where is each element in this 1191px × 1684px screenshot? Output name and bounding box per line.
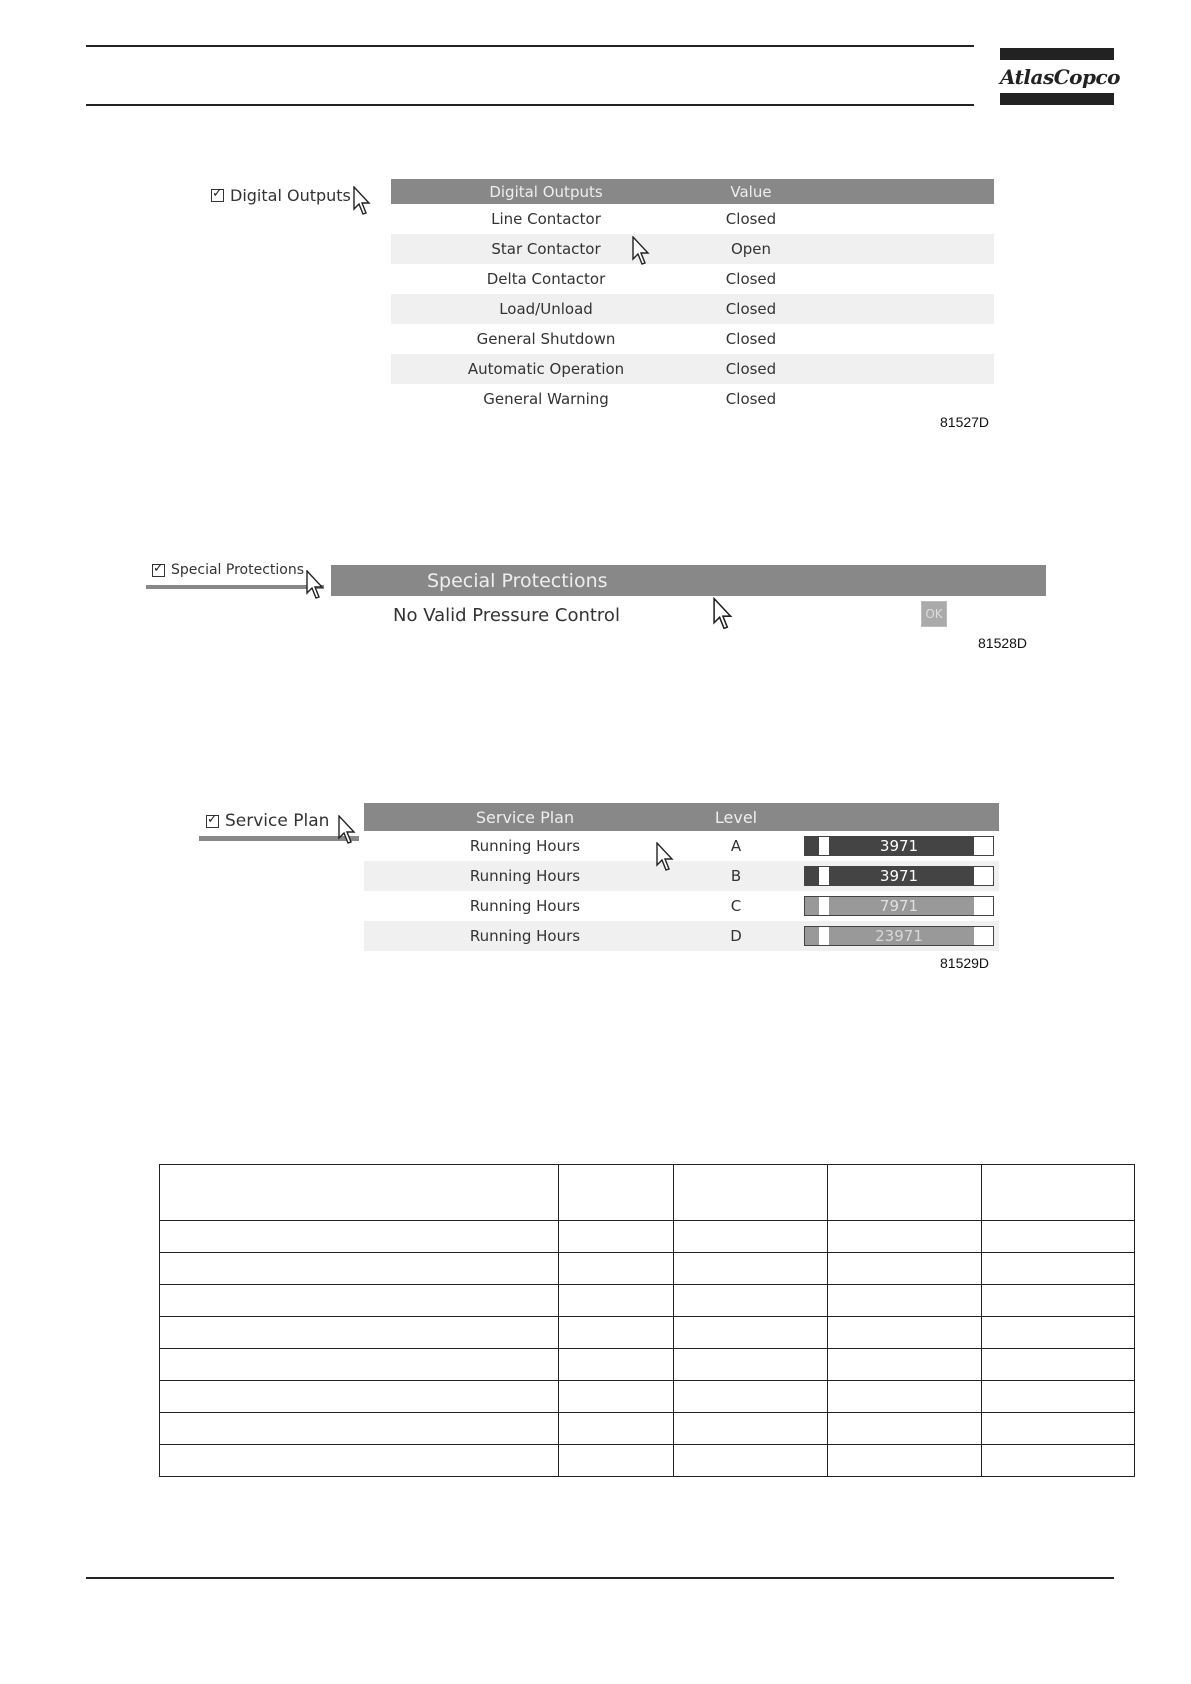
header-top-rule — [86, 45, 974, 47]
digital-outputs-header — [391, 179, 994, 204]
selection-underline — [199, 836, 359, 841]
service-plan-checkbox-label: Service Plan — [225, 811, 330, 831]
service-hours: 3971 — [879, 867, 919, 885]
service-level: D — [730, 927, 742, 945]
service-progress-bar — [804, 926, 994, 946]
column-header-level: Level — [714, 807, 758, 827]
service-progress-bar — [804, 836, 994, 856]
service-name: Running Hours — [469, 867, 581, 885]
table-row — [391, 384, 994, 414]
table-row — [391, 234, 994, 264]
table-row — [160, 1285, 1135, 1317]
service-name: Running Hours — [469, 927, 581, 945]
service-level: C — [730, 897, 742, 915]
output-name: Automatic Operation — [467, 360, 625, 378]
output-value: Open — [730, 240, 772, 258]
table-row — [364, 891, 999, 921]
output-name: Star Contactor — [491, 240, 601, 258]
special-protections-checkbox-label: Special Protections — [171, 562, 305, 578]
atlas-copco-logo: AtlasCopco — [1000, 48, 1114, 106]
output-value: Closed — [725, 210, 777, 228]
service-progress-bar — [804, 896, 994, 916]
service-plan-header — [364, 803, 999, 831]
checkbox-checked-icon[interactable] — [211, 189, 224, 202]
table-row — [160, 1221, 1135, 1253]
output-name: Delta Contactor — [486, 270, 606, 288]
table-row — [160, 1445, 1135, 1477]
digital-outputs-panel — [391, 179, 994, 414]
protection-text: No Valid Pressure Control — [393, 604, 620, 626]
table-row — [391, 324, 994, 354]
footer-rule — [86, 1577, 1114, 1579]
service-progress-bar — [804, 866, 994, 886]
output-name: General Warning — [483, 390, 609, 408]
table-row — [160, 1413, 1135, 1445]
column-header-digital-outputs: Digital Outputs — [489, 182, 603, 201]
table-row — [160, 1349, 1135, 1381]
table-row — [160, 1165, 1135, 1221]
table-row — [364, 921, 999, 951]
protection-row — [331, 596, 1046, 634]
column-header-service-plan: Service Plan — [475, 807, 575, 827]
output-value: Closed — [725, 300, 777, 318]
service-name: Running Hours — [469, 897, 581, 915]
figure-id: 81527D — [940, 414, 990, 430]
digital-outputs-checkbox[interactable] — [211, 186, 351, 205]
special-protections-checkbox[interactable] — [152, 562, 304, 578]
selection-underline — [146, 585, 324, 589]
output-value: Closed — [725, 390, 777, 408]
service-hours: 23971 — [875, 927, 923, 945]
service-level: A — [730, 837, 742, 855]
column-header-value: Value — [730, 182, 772, 201]
blank-table — [159, 1164, 1135, 1477]
output-name: Load/Unload — [499, 300, 593, 318]
service-level: B — [730, 867, 742, 885]
table-row — [160, 1317, 1135, 1349]
table-row — [364, 831, 999, 861]
output-value: Closed — [725, 330, 777, 348]
header-bottom-rule — [86, 104, 974, 106]
special-protections-panel — [331, 565, 1046, 634]
table-row — [160, 1253, 1135, 1285]
figure-id: 81529D — [940, 955, 990, 971]
table-row — [364, 861, 999, 891]
special-protections-title: Special Protections — [427, 569, 608, 592]
table-row — [160, 1381, 1135, 1413]
service-hours: 7971 — [879, 897, 919, 915]
digital-outputs-checkbox-label: Digital Outputs — [230, 186, 351, 205]
special-protections-header — [331, 565, 1046, 596]
ok-button[interactable]: OK — [921, 601, 947, 627]
table-row — [391, 264, 994, 294]
figure-id: 81528D — [978, 635, 1028, 651]
output-value: Closed — [725, 360, 777, 378]
service-plan-checkbox[interactable] — [206, 811, 329, 831]
output-name: General Shutdown — [476, 330, 616, 348]
table-row — [391, 204, 994, 234]
output-value: Closed — [725, 270, 777, 288]
table-row — [391, 354, 994, 384]
service-plan-panel — [364, 803, 999, 951]
table-row — [391, 294, 994, 324]
output-name: Line Contactor — [491, 210, 601, 228]
service-name: Running Hours — [469, 837, 581, 855]
service-hours: 3971 — [879, 837, 919, 855]
checkbox-checked-icon[interactable] — [152, 564, 165, 577]
checkbox-checked-icon[interactable] — [206, 815, 219, 828]
